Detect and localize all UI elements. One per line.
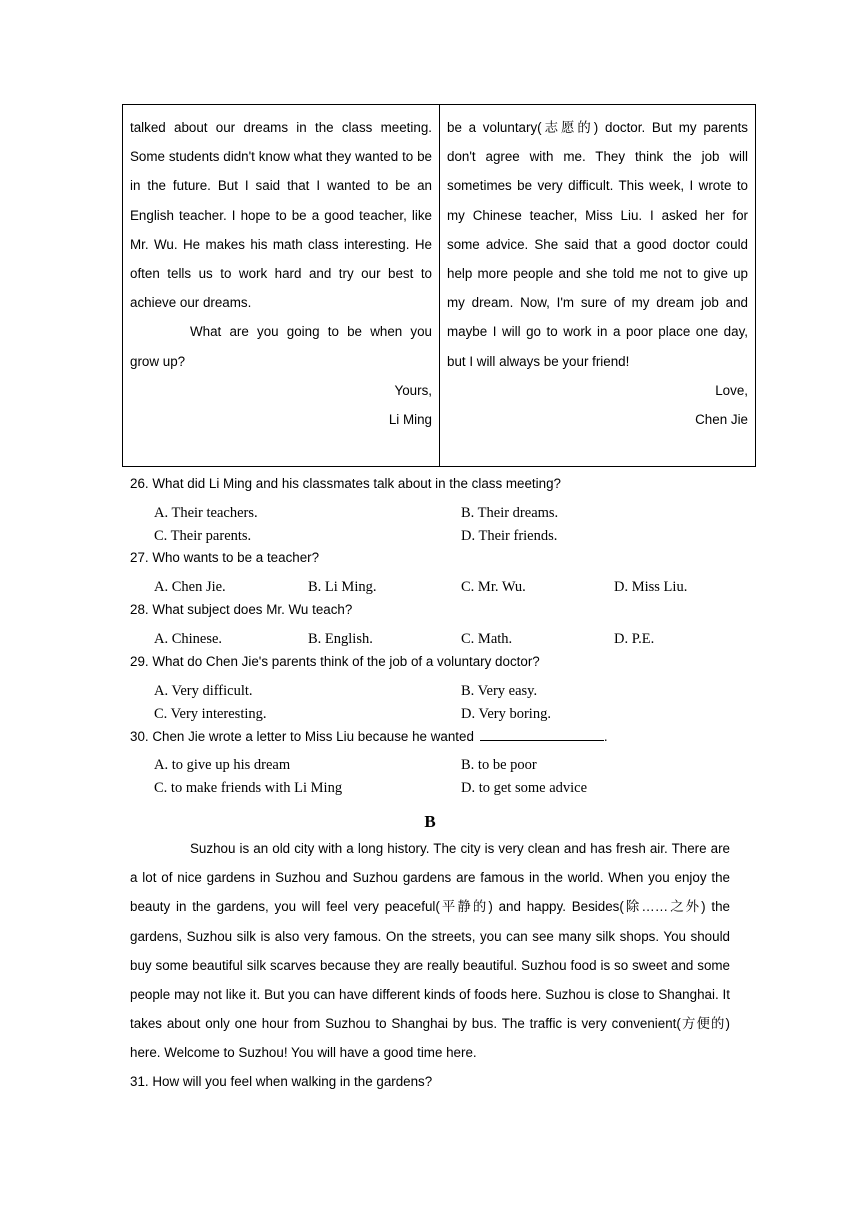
option-c[interactable]: C. Their parents. [154,528,252,544]
option-c[interactable]: C. Math. [461,631,513,647]
letter-body: talked about our dreams in the class meeting. Some students didn't know what they wanted to be in the future. But I said that I wanted to be an English teacher. I hope to be a good teacher, like Mr. Wu. He makes his math class interesting. He often tells us to work hard and try our best to achieve our dreams. [130,120,432,311]
letter-closing: Love, [715,382,748,398]
option-b[interactable]: B. to be poor [461,757,537,773]
letter-signature: Chen Jie [695,412,748,428]
option-a[interactable]: A. Very difficult. [154,683,253,699]
section-title: B [424,812,436,831]
letter-chen-jie [440,105,755,466]
option-a[interactable]: A. Chen Jie. [154,579,226,595]
option-b[interactable]: B. English. [308,631,373,647]
option-c[interactable]: C. to make friends with Li Ming [154,780,343,796]
question-26: 26. What did Li Ming and his classmates talk about in the class meeting? [130,476,561,491]
option-d[interactable]: D. to get some advice [461,780,588,796]
letter-signature: Li Ming [388,412,432,428]
option-d[interactable]: D. Miss Liu. [614,579,688,595]
question-end: . [603,729,608,744]
option-b[interactable]: B. Their dreams. [461,505,559,521]
question-28: 28. What subject does Mr. Wu teach? [130,602,353,617]
option-b[interactable]: B. Very easy. [461,683,538,699]
question-30 [130,728,608,744]
question-text: 30. Chen Jie wrote a letter to Miss Liu because he wanted [130,729,474,744]
option-b[interactable]: B. Li Ming. [308,579,377,595]
option-a[interactable]: A. to give up his dream [154,757,291,773]
reading-passage [130,834,730,1068]
option-d[interactable]: D. P.E. [614,631,655,647]
letter-li-ming [123,105,440,466]
option-a[interactable]: A. Their teachers. [154,505,258,521]
question-31: 31. How will you feel when walking in the gardens? [130,1074,433,1089]
option-c[interactable]: C. Mr. Wu. [461,579,526,595]
option-d[interactable]: D. Their friends. [461,528,558,544]
option-c[interactable]: C. Very interesting. [154,706,267,722]
passage-text: Suzhou is an old city with a long history. The city is very clean and has fresh air. There are a lot of nice gardens in Suzhou and Suzhou gardens are famous in the world. When you enjoy the beauty in the gardens, you will feel very peaceful(平静的) and happy. Besides(除……之外) the gardens, Suzhou silk is also very famous. On the streets, you can see many silk shops. You should buy some beautiful silk scarves because they are really beautiful. Suzhou food is so sweet and some people may not like it. But you can have different kinds of foods here. Suzhou is close to Shanghai. It takes about only one hour from Suzhou to Shanghai by bus. The traffic is very convenient(方便的) here. Welcome to Suzhou! You will have a good time here. [130,841,730,1061]
answer-blank[interactable] [480,728,604,741]
letters-table [122,104,756,467]
question-27: 27. Who wants to be a teacher? [130,550,320,565]
letter-question: What are you going to be when you grow up? [130,324,432,369]
letter-closing: Yours, [394,382,432,398]
question-29: 29. What do Chen Jie's parents think of the job of a voluntary doctor? [130,654,540,669]
option-a[interactable]: A. Chinese. [154,631,223,647]
letter-body: be a voluntary(志愿的) doctor. But my parents don't agree with me. They think the job will sometimes be very difficult. This week, I wrote to my Chinese teacher, Miss Liu. I asked her for some advice. She said that a good doctor could help more people and she told me not to give up my dream. Now, I'm sure of my dream job and maybe I will go to work in a poor place one day, but I will always be your friend! [447,120,748,369]
option-d[interactable]: D. Very boring. [461,706,551,722]
